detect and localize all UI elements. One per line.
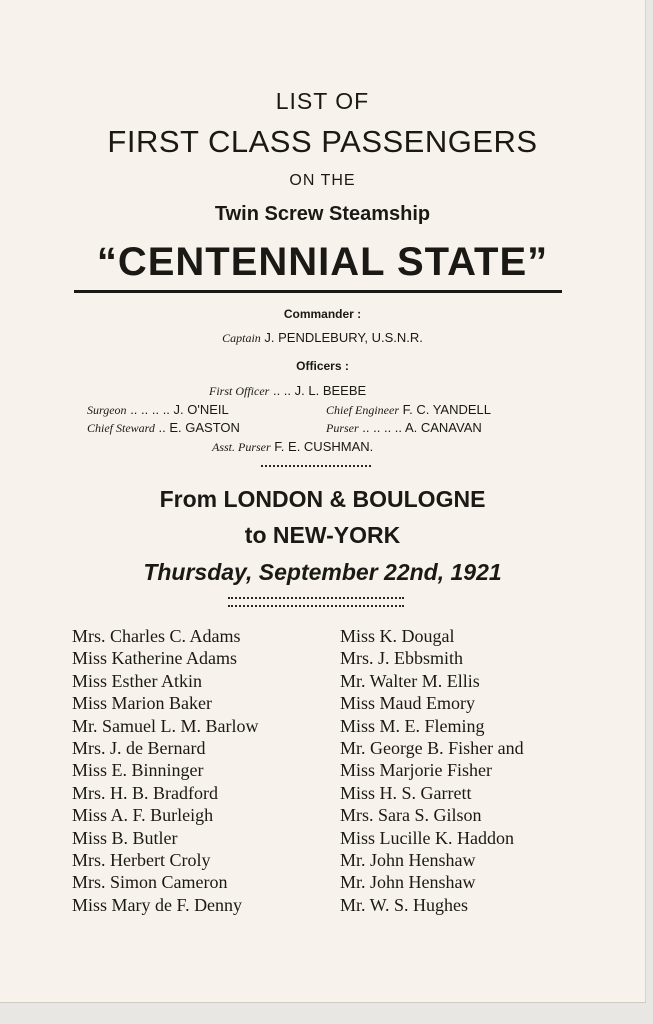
purser-dots: .. .. .. ..	[362, 420, 403, 435]
passenger-entry: Miss K. Dougal	[340, 626, 455, 646]
passenger-entry: Mr. John Henshaw	[340, 849, 476, 870]
passenger-entry: Miss Katherine Adams	[72, 648, 237, 669]
passenger-entry: Mrs. H. B. Bradford	[72, 782, 218, 803]
passenger-column-right	[340, 625, 524, 916]
passenger-entry: Mrs. Charles C. Adams	[72, 626, 241, 646]
passenger-entry: Miss Lucille K. Haddon	[340, 827, 514, 848]
dotted-divider	[261, 465, 371, 470]
sailing-date: Thursday, September 22nd, 1921	[143, 559, 502, 585]
officer-line-asst-purser	[212, 439, 373, 455]
officer-line-first-officer	[209, 383, 366, 399]
passenger-entry: Mrs. J. Ebbsmith	[340, 648, 464, 669]
purser-title: Purser	[326, 421, 359, 435]
list-of-heading: LIST OF	[275, 88, 370, 114]
passenger-entry: Mr. Walter M. Ellis	[340, 670, 480, 691]
passenger-entry: Miss M. E. Fleming	[340, 715, 485, 736]
first-officer-dots: .. ..	[272, 383, 292, 398]
passenger-entry: Miss E. Binninger	[72, 760, 204, 781]
first-class-heading: FIRST CLASS PASSENGERS	[107, 124, 538, 159]
ship-name: “CENTENNIAL STATE”	[96, 240, 549, 284]
asst-purser-name: F. E. CUSHMAN.	[274, 439, 374, 454]
officer-line-chief-steward	[87, 420, 240, 436]
passenger-entry: Miss H. S. Garrett	[340, 782, 472, 803]
passenger-entry: Mr. Samuel L. M. Barlow	[72, 715, 259, 736]
title-rule	[74, 290, 562, 293]
passenger-entry: Miss B. Butler	[72, 827, 178, 848]
chief-engineer-title: Chief Engineer	[326, 403, 399, 417]
purser-name: A. CANAVAN	[404, 420, 482, 435]
officer-line-chief-engineer	[326, 402, 491, 418]
officers-label: Officers :	[296, 359, 349, 373]
chief-steward-name: E. GASTON	[169, 420, 240, 435]
officer-line-surgeon	[87, 402, 229, 418]
route-from: From LONDON & BOULOGNE	[159, 486, 486, 512]
passenger-entry: Miss Esther Atkin	[72, 670, 203, 691]
first-officer-title: First Officer	[209, 384, 270, 398]
commander-name: J. PENDLEBURY, U.S.N.R.	[264, 330, 423, 345]
passenger-entry: Miss Mary de F. Denny	[72, 894, 243, 915]
twin-screw-heading: Twin Screw Steamship	[214, 203, 431, 225]
commander-line	[0, 330, 645, 346]
first-officer-name: J. L. BEEBE	[294, 383, 367, 398]
passenger-entry: Mrs. J. de Bernard	[72, 737, 206, 758]
surgeon-title: Surgeon	[87, 403, 127, 417]
passenger-column-left	[72, 625, 259, 916]
passenger-entry: Mr. W. S. Hughes	[340, 894, 469, 915]
surgeon-name: J. O'NEIL	[173, 402, 229, 417]
on-the-heading: ON THE	[289, 172, 356, 189]
passenger-entry: Miss A. F. Burleigh	[72, 805, 214, 826]
route-to: to NEW-YORK	[244, 522, 401, 548]
passenger-entry: Mrs. Sara S. Gilson	[340, 805, 482, 826]
passenger-entry: Miss Marjorie Fisher	[340, 760, 492, 781]
chief-steward-title: Chief Steward	[87, 421, 155, 435]
double-dotted-divider	[228, 597, 404, 607]
surgeon-dots: .. .. .. ..	[130, 402, 170, 417]
passenger-entry: Mr. John Henshaw	[340, 872, 476, 893]
passenger-entry: Miss Maud Emory	[340, 693, 475, 714]
officer-line-purser	[326, 420, 482, 436]
chief-steward-dots: ..	[158, 420, 166, 435]
passenger-entry: Mr. George B. Fisher and	[340, 737, 524, 758]
commander-title: Captain	[222, 331, 261, 345]
passenger-entry: Mrs. Herbert Croly	[72, 849, 211, 870]
passenger-entry: Mrs. Simon Cameron	[72, 872, 228, 893]
chief-engineer-name: F. C. YANDELL	[402, 402, 491, 417]
asst-purser-title: Asst. Purser	[212, 440, 271, 454]
passenger-entry: Miss Marion Baker	[72, 693, 212, 714]
commander-label: Commander :	[283, 307, 362, 321]
